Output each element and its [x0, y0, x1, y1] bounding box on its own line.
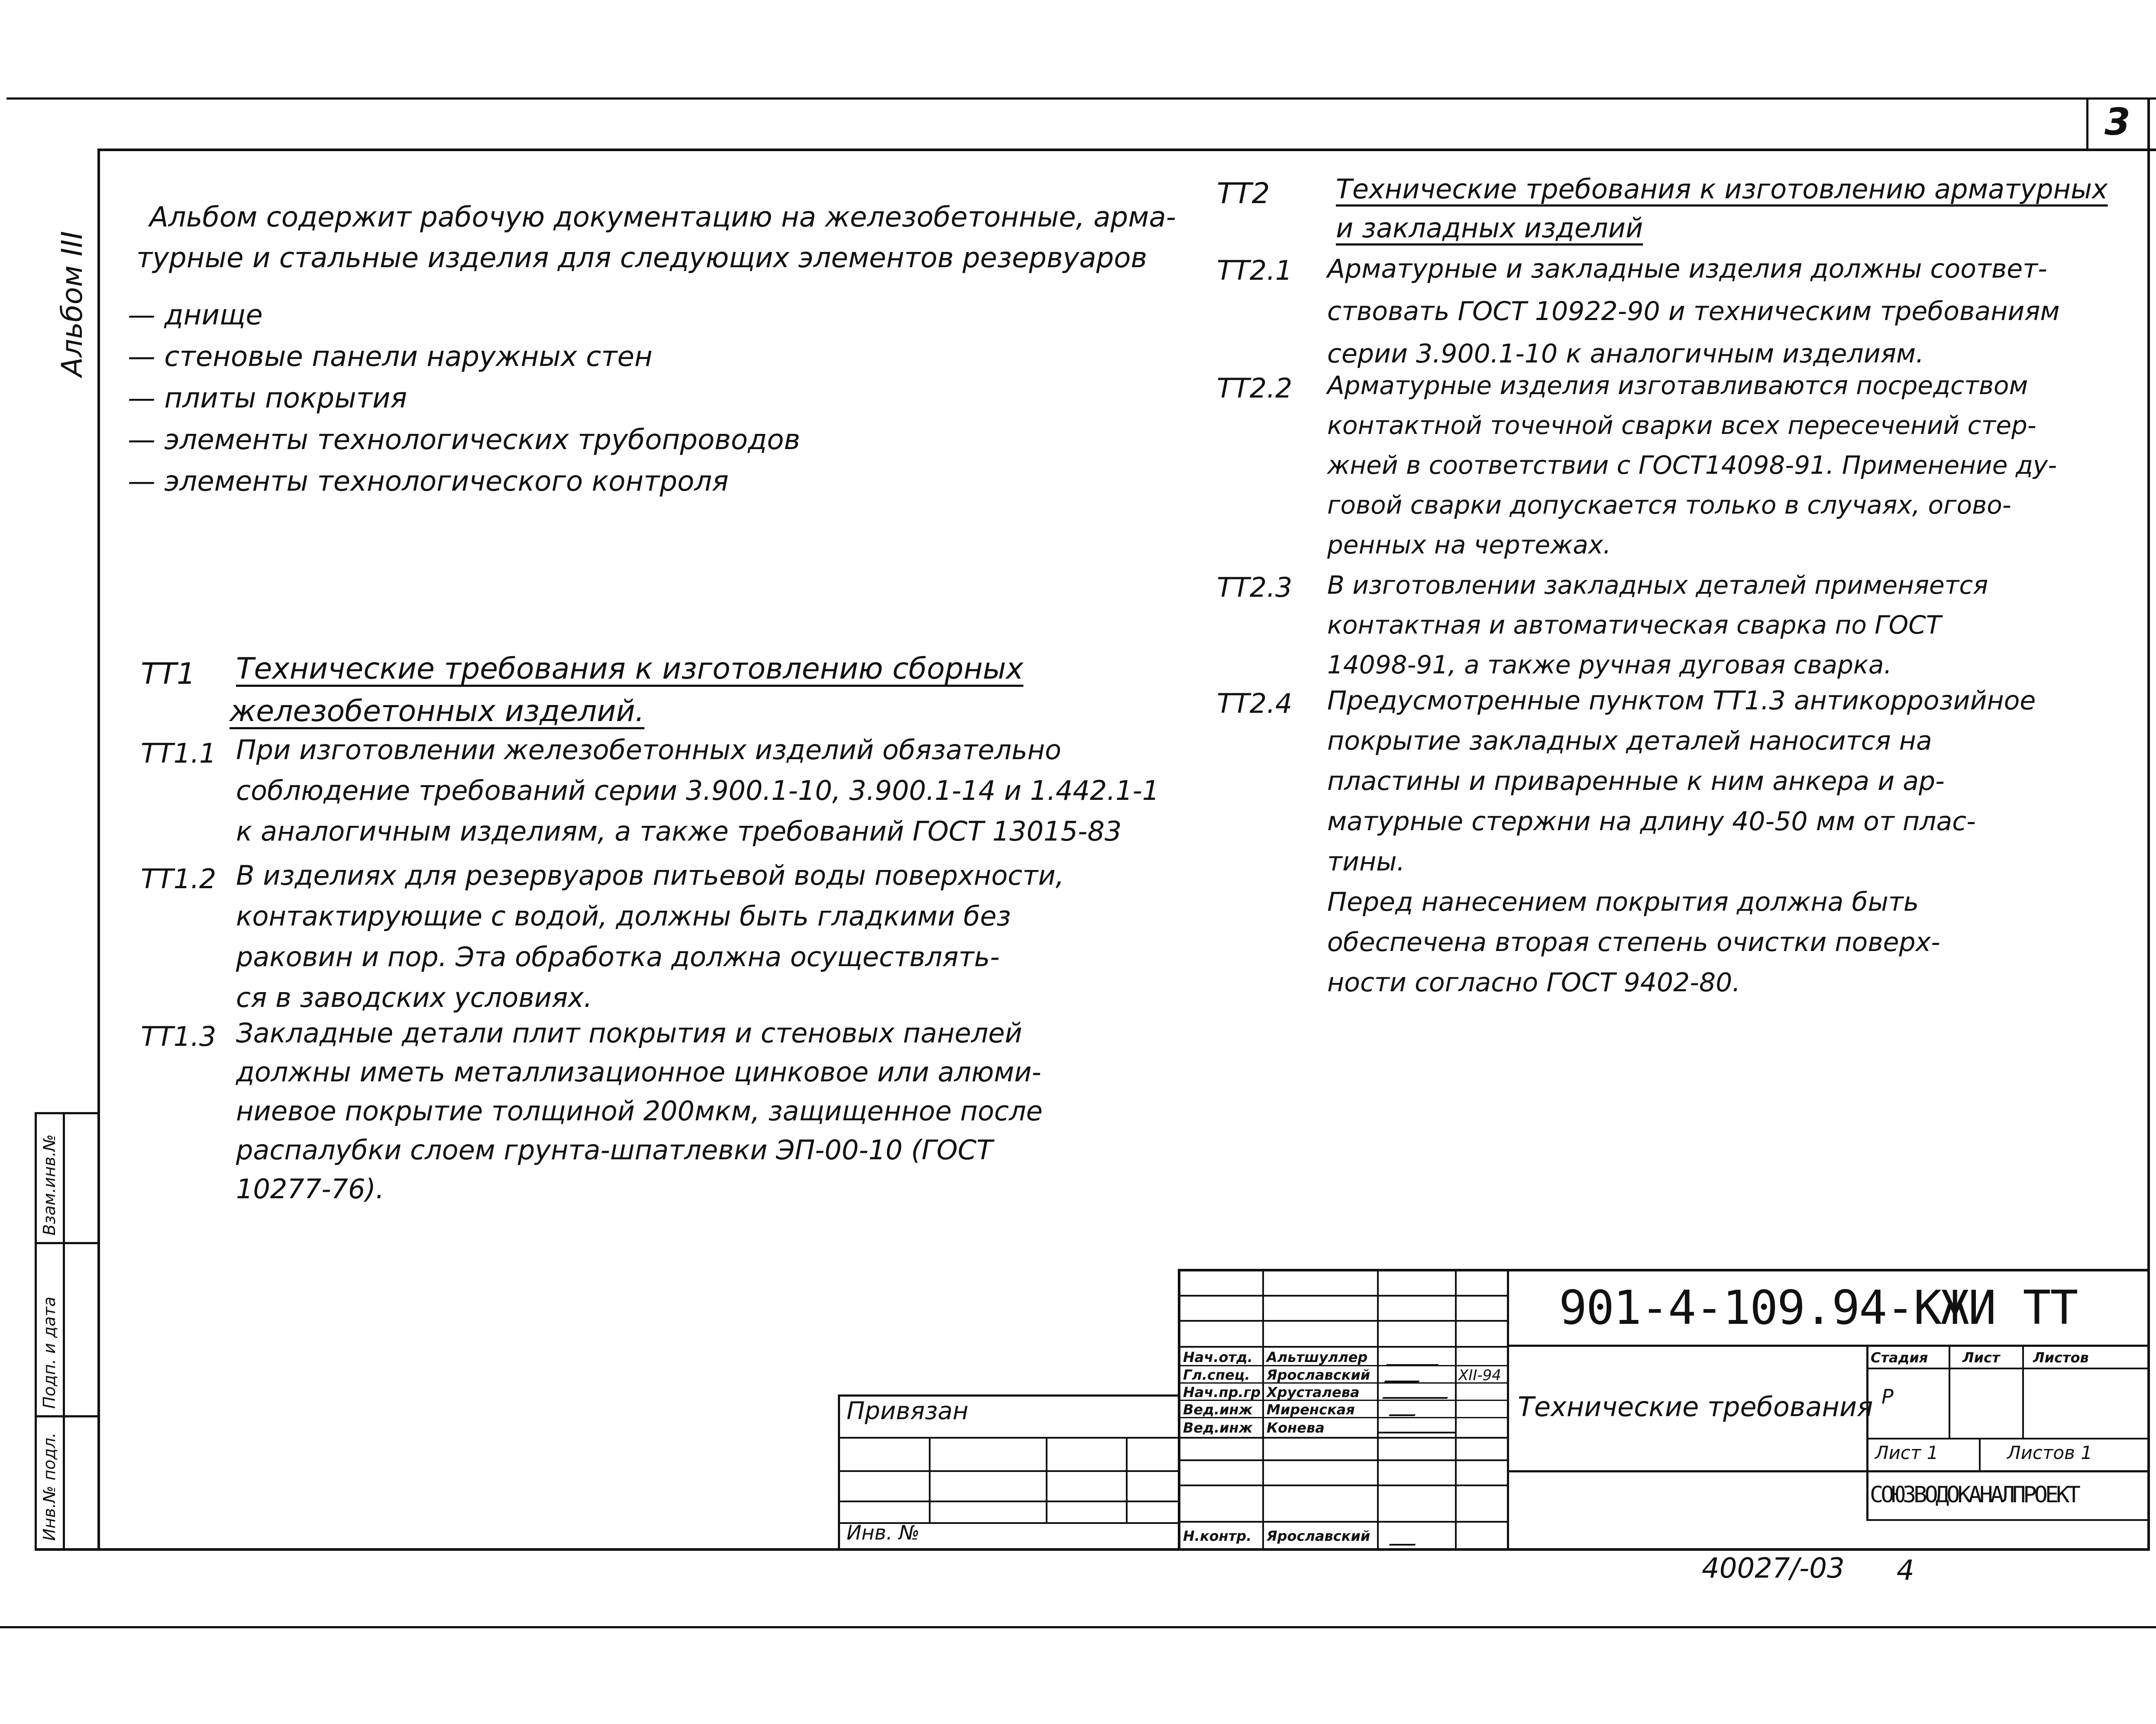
- intro-block: [136, 197, 1176, 278]
- text-line: Предусмотренные пунктом ТТ1.3 антикоррозийное: [1327, 686, 2036, 716]
- footer-page: 4: [1897, 1555, 1914, 1587]
- stage-value: Р: [1881, 1385, 1894, 1408]
- sheet-info: Лист 1: [1875, 1442, 1939, 1463]
- tt2-title-2: и закладных изделий: [1336, 212, 1643, 244]
- text-line: Закладные детали плит покрытия и стеновых панелей: [236, 1017, 1022, 1049]
- tt2-code: ТТ2: [1217, 177, 1270, 210]
- text-line: контактной точечной сварки всех пересечений стер-: [1327, 411, 2036, 440]
- text-line: распалубки слоем грунта-шпатлевки ЭП-00-10 (ГОСТ: [236, 1134, 993, 1166]
- text-line: При изготовлении железобетонных изделий обязательно: [236, 734, 1061, 766]
- role-name: Конева: [1267, 1420, 1325, 1436]
- date-stamp: ХII-94: [1458, 1367, 1501, 1384]
- text-line: В изделиях для резервуаров питьевой воды поверхности,: [236, 860, 1064, 891]
- sheet-number: 3: [2104, 100, 2130, 144]
- role-name: Ярославский: [1267, 1367, 1371, 1383]
- text-line: к аналогичным изделиям, а также требований ГОСТ 13015-83: [236, 815, 1122, 847]
- tt1-2-code: ТТ1.2: [141, 863, 217, 895]
- sheet-header: Лист: [1962, 1349, 2000, 1366]
- tt2-1-code: ТТ2.1: [1217, 255, 1293, 286]
- text-line: ренных на чертежах.: [1327, 530, 1611, 560]
- tt1-title-1: Технические требования к изготовлению сборных: [236, 652, 1024, 686]
- album-side-label: Альбом III: [55, 231, 89, 377]
- role-label: Н.контр.: [1183, 1528, 1252, 1544]
- stage-header: Стадия: [1871, 1349, 1928, 1366]
- role-name: Хрусталева: [1267, 1384, 1360, 1401]
- tt1-1-code: ТТ1.1: [141, 737, 217, 769]
- text-line: пластины и приваренные к ним анкера и ар-: [1327, 766, 1945, 796]
- text-line: Арматурные и закладные изделия должны соответ-: [1327, 254, 2047, 284]
- title-block: [1178, 1269, 2150, 1549]
- text-line: контактная и автоматическая сварка по ГОСТ: [1327, 610, 1942, 640]
- role-label: Вед.инж: [1183, 1420, 1253, 1436]
- tt2-3-text: [1327, 565, 1988, 685]
- organization: СОЮЗВОДОКАНАЛПРОЕКТ: [1870, 1482, 2078, 1508]
- text-line: покрытие закладных деталей наносится на: [1327, 726, 1932, 756]
- tt2-4-text: [1327, 681, 2036, 1003]
- signature-mark: [1382, 1387, 1454, 1399]
- designation: 901-4-109.94-КЖИ ТТ: [1559, 1281, 2078, 1335]
- sheet-number-box-left: [2086, 97, 2088, 151]
- intro-list: [128, 294, 800, 502]
- podp-data-label: Подп. и дата: [40, 1297, 59, 1409]
- intro-item: — элементы технологического контроля: [128, 466, 729, 498]
- tt1-2-text: [236, 855, 1064, 1018]
- intro-item: — элементы технологических трубопроводов: [128, 424, 801, 456]
- text-line: 14098-91, а также ручная дуговая сварка.: [1327, 650, 1892, 679]
- role-name: Миренская: [1267, 1401, 1355, 1418]
- signature-mark: [1389, 1527, 1425, 1546]
- text-line: тины.: [1327, 847, 1405, 877]
- text-line: обеспечена вторая степень очистки поверх-: [1327, 927, 1940, 957]
- binding-label: Привязан: [847, 1397, 969, 1425]
- document-title: Технические требования: [1518, 1391, 1873, 1423]
- text-line: ся в заводских условиях.: [236, 982, 592, 1013]
- tt1-3-text: [236, 1014, 1043, 1209]
- role-label: Нач.пр.гр: [1183, 1384, 1261, 1401]
- text-line: Перед нанесением покрытия должна быть: [1327, 887, 1919, 917]
- text-line: ниевое покрытие толщиной 200мкм, защищенное после: [236, 1095, 1043, 1127]
- sheets-header: Листов: [2033, 1349, 2089, 1366]
- tt2-3-code: ТТ2.3: [1217, 572, 1293, 603]
- text-line: контактирующие с водой, должны быть гладкими без: [236, 900, 1011, 932]
- intro-line-2: турные и стальные изделия для следующих элементов резервуаров: [136, 242, 1147, 274]
- tt1-3-code: ТТ1.3: [141, 1021, 217, 1052]
- text-line: должны иметь металлизационное цинковое или алюми-: [236, 1056, 1041, 1088]
- text-line: говой сварки допускается только в случаях, огово-: [1327, 490, 2011, 520]
- left-margin-stamp: [35, 1112, 100, 1549]
- role-label: Гл.спец.: [1183, 1367, 1250, 1383]
- intro-item: — днище: [128, 299, 263, 331]
- text-line: Арматурные изделия изготавливаются посредством: [1327, 371, 2028, 400]
- tt2-2-code: ТТ2.2: [1217, 372, 1293, 404]
- role-label: Вед.инж: [1183, 1401, 1253, 1418]
- text-line: 10277-76).: [236, 1173, 385, 1205]
- role-name: Ярославский: [1267, 1528, 1371, 1544]
- text-line: раковин и пор. Эта обработка должна осуществлять-: [236, 941, 1000, 973]
- role-label: Нач.отд.: [1183, 1349, 1253, 1365]
- signature-mark: [1377, 1420, 1463, 1433]
- signature-mark: [1384, 1369, 1426, 1382]
- tt2-title-1: Технические требования к изготовлению арматурных: [1336, 173, 2108, 205]
- tt1-1-text: [236, 730, 1159, 852]
- tt1-title-2: железобетонных изделий.: [229, 694, 645, 728]
- text-line: жней в соответствии с ГОСТ14098-91. Применение ду-: [1327, 450, 2057, 480]
- intro-item: — плиты покрытия: [128, 382, 407, 414]
- sheets-info: Листов 1: [2007, 1442, 2092, 1463]
- inv-podl-label: Инв.№ подл.: [40, 1432, 59, 1541]
- vzam-inv-label: Взам.инв.№: [40, 1134, 59, 1236]
- text-line: ности согласно ГОСТ 9402-80.: [1327, 967, 1741, 998]
- signature-mark: [1389, 1404, 1422, 1416]
- intro-line-1: Альбом содержит рабочую документацию на железобетонные, арма-: [149, 201, 1176, 233]
- text-line: соблюдение требований серии 3.900.1-10, 3.900.1-14 и 1.442.1-1: [236, 775, 1160, 806]
- text-line: В изготовлении закладных деталей применяется: [1327, 570, 1988, 600]
- archive-number: 40027/-03: [1702, 1553, 1845, 1585]
- bottom-cut-line: [0, 1626, 2156, 1628]
- role-name: Альтшуллер: [1267, 1349, 1368, 1365]
- tt2-1-text: [1327, 248, 2060, 375]
- top-cut-line: [6, 97, 2156, 100]
- frame-top: [97, 149, 2156, 151]
- signature-mark: [1386, 1351, 1446, 1366]
- binding-inv-label: Инв. №: [847, 1521, 920, 1544]
- tt1-code: ТТ1: [141, 657, 196, 691]
- text-line: матурные стержни на длину 40-50 мм от плас-: [1327, 806, 1976, 837]
- text-line: серии 3.900.1-10 к аналогичным изделиям.: [1327, 339, 1924, 369]
- binding-box: [838, 1394, 1180, 1549]
- text-line: ствовать ГОСТ 10922-90 и техническим требованиям: [1327, 296, 2060, 327]
- tt2-2-text: [1327, 366, 2057, 565]
- tt2-4-code: ТТ2.4: [1217, 688, 1293, 719]
- intro-item: — стеновые панели наружных стен: [128, 341, 653, 373]
